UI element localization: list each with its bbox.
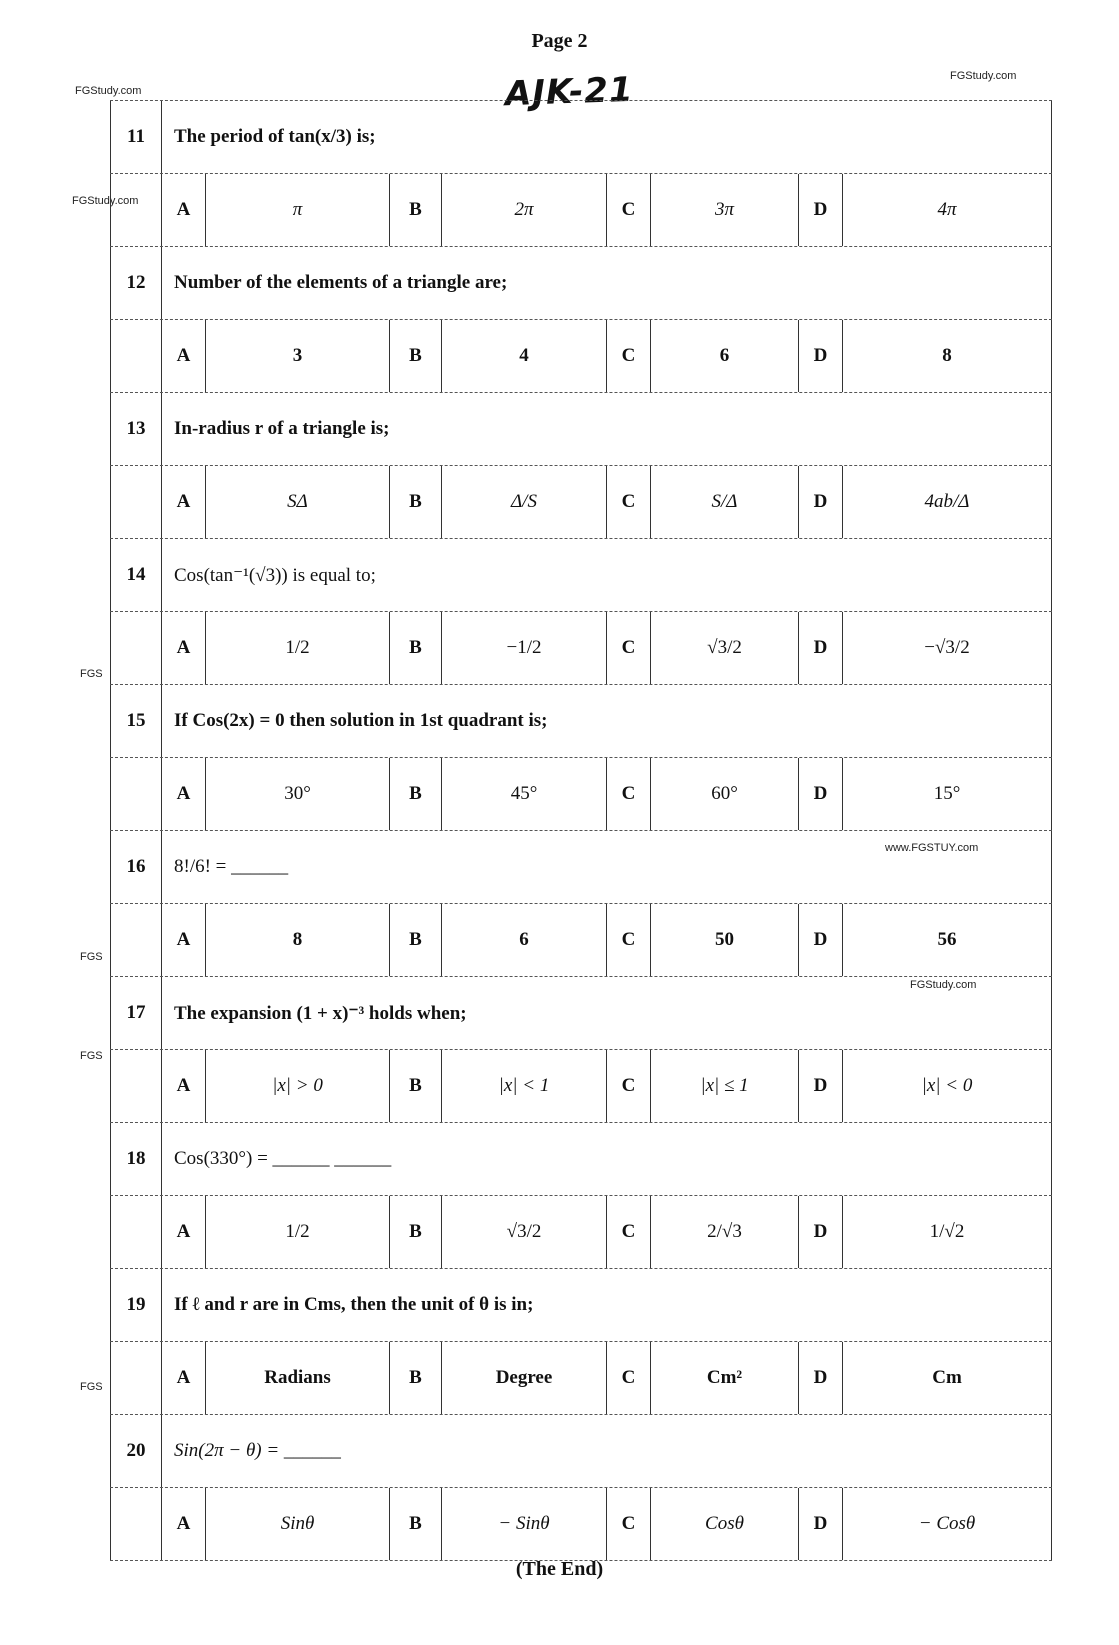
option-c: 2/√3: [651, 1196, 799, 1268]
question-text: The period of tan(x/3) is;: [162, 101, 1052, 173]
question-text: Cos(330°) = ______ ______: [162, 1123, 1052, 1195]
option-letter: C: [607, 1488, 651, 1560]
watermark: www.FGSTUY.com: [885, 842, 979, 854]
option-letter: B: [390, 1488, 442, 1560]
option-d: − Cosθ: [843, 1488, 1052, 1560]
option-letter: D: [799, 320, 843, 392]
options-row: [110, 904, 1052, 977]
option-b: −1/2: [442, 612, 607, 684]
option-b: √3/2: [442, 1196, 607, 1268]
option-b: 4: [442, 320, 607, 392]
option-letter: C: [607, 466, 651, 538]
question-row: [110, 831, 1052, 904]
question-number: 16: [110, 831, 162, 903]
options-row: [110, 1050, 1052, 1123]
option-letter: C: [607, 320, 651, 392]
option-letter: B: [390, 466, 442, 538]
question-row: [110, 977, 1052, 1050]
option-letter: C: [607, 1050, 651, 1122]
option-letter: D: [799, 758, 843, 830]
option-letter: D: [799, 466, 843, 538]
option-b: |x| < 1: [442, 1050, 607, 1122]
option-letter: D: [799, 174, 843, 246]
option-b: 6: [442, 904, 607, 976]
option-letter: D: [799, 1488, 843, 1560]
option-d: |x| < 0: [843, 1050, 1052, 1122]
option-letter: A: [162, 758, 206, 830]
question-row: [110, 247, 1052, 320]
option-c: 50: [651, 904, 799, 976]
option-letter: A: [162, 466, 206, 538]
option-letter: A: [162, 1342, 206, 1414]
option-letter: B: [390, 1342, 442, 1414]
option-d: 8: [843, 320, 1052, 392]
option-c: Cosθ: [651, 1488, 799, 1560]
option-a: 3: [206, 320, 390, 392]
question-row: [110, 101, 1052, 174]
option-a: π: [206, 174, 390, 246]
option-a: Sinθ: [206, 1488, 390, 1560]
option-b: − Sinθ: [442, 1488, 607, 1560]
option-d: 4ab/Δ: [843, 466, 1052, 538]
option-d: 1/√2: [843, 1196, 1052, 1268]
options-row: [110, 1488, 1052, 1561]
question-row: [110, 1269, 1052, 1342]
option-letter: B: [390, 1196, 442, 1268]
question-text: In-radius r of a triangle is;: [162, 393, 1052, 465]
option-letter: D: [799, 1050, 843, 1122]
question-number: 17: [110, 977, 162, 1049]
option-letter: A: [162, 1050, 206, 1122]
question-number: 15: [110, 685, 162, 757]
option-letter: B: [390, 904, 442, 976]
option-letter: C: [607, 904, 651, 976]
handwritten-paper-code: AJK-21: [504, 69, 635, 115]
question-number: 20: [110, 1415, 162, 1487]
option-d: 4π: [843, 174, 1052, 246]
option-letter: C: [607, 1342, 651, 1414]
option-c: Cm²: [651, 1342, 799, 1414]
option-d: Cm: [843, 1342, 1052, 1414]
option-letter: C: [607, 758, 651, 830]
end-label: (The End): [515, 1558, 604, 1580]
option-letter: B: [390, 174, 442, 246]
options-row: [110, 758, 1052, 831]
options-row: [110, 320, 1052, 393]
option-letter: A: [162, 1488, 206, 1560]
question-text: Cos(tan⁻¹(√3)) is equal to;: [162, 539, 1052, 611]
watermark: FGS: [80, 1050, 103, 1062]
option-b: Degree: [442, 1342, 607, 1414]
option-c: 3π: [651, 174, 799, 246]
option-c: S/Δ: [651, 466, 799, 538]
option-letter: C: [607, 612, 651, 684]
watermark: FGS: [80, 951, 103, 963]
option-letter: D: [799, 1196, 843, 1268]
question-number: 14: [110, 539, 162, 611]
options-row: [110, 1196, 1052, 1269]
question-text: If Cos(2x) = 0 then solution in 1st quadrant is;: [162, 685, 1052, 757]
option-letter: A: [162, 320, 206, 392]
option-letter: B: [390, 1050, 442, 1122]
options-row: [110, 466, 1052, 539]
question-text: Sin(2π − θ) = ______: [162, 1415, 1052, 1487]
page-title: Page 2: [531, 30, 588, 52]
question-row: [110, 1123, 1052, 1196]
option-a: 1/2: [206, 612, 390, 684]
option-letter: C: [607, 174, 651, 246]
option-letter: B: [390, 320, 442, 392]
question-text: Number of the elements of a triangle are;: [162, 247, 1052, 319]
question-number: 19: [110, 1269, 162, 1341]
watermark: FGStudy.com: [910, 979, 977, 991]
option-a: 1/2: [206, 1196, 390, 1268]
question-text: The expansion (1 + x)⁻³ holds when;: [162, 977, 1052, 1049]
watermark: FGStudy.com: [72, 195, 139, 207]
option-d: −√3/2: [843, 612, 1052, 684]
option-letter: B: [390, 758, 442, 830]
question-number: 18: [110, 1123, 162, 1195]
watermark: FGS: [80, 1381, 103, 1393]
question-number: 12: [110, 247, 162, 319]
option-b: 2π: [442, 174, 607, 246]
option-b: 45°: [442, 758, 607, 830]
question-text: 8!/6! = ______: [162, 831, 1052, 903]
option-letter: D: [799, 904, 843, 976]
option-letter: C: [607, 1196, 651, 1268]
option-d: 15°: [843, 758, 1052, 830]
watermark: FGS: [80, 668, 103, 680]
option-c: 60°: [651, 758, 799, 830]
option-b: Δ/S: [442, 466, 607, 538]
option-c: √3/2: [651, 612, 799, 684]
option-a: 8: [206, 904, 390, 976]
option-a: SΔ: [206, 466, 390, 538]
watermark: FGStudy.com: [75, 85, 142, 97]
options-row: [110, 174, 1052, 247]
option-a: Radians: [206, 1342, 390, 1414]
question-row: [110, 1415, 1052, 1488]
option-letter: A: [162, 612, 206, 684]
option-c: 6: [651, 320, 799, 392]
question-row: [110, 685, 1052, 758]
option-letter: A: [162, 1196, 206, 1268]
watermark: FGStudy.com: [950, 70, 1017, 82]
option-letter: A: [162, 904, 206, 976]
option-letter: D: [799, 612, 843, 684]
option-letter: D: [799, 1342, 843, 1414]
option-letter: B: [390, 612, 442, 684]
options-row: [110, 1342, 1052, 1415]
question-row: [110, 539, 1052, 612]
option-letter: A: [162, 174, 206, 246]
question-text: If ℓ and r are in Cms, then the unit of θ is in;: [162, 1269, 1052, 1341]
question-row: [110, 393, 1052, 466]
option-a: 30°: [206, 758, 390, 830]
option-d: 56: [843, 904, 1052, 976]
mcq-table: [110, 100, 1052, 1551]
options-row: [110, 612, 1052, 685]
option-c: |x| ≤ 1: [651, 1050, 799, 1122]
question-number: 13: [110, 393, 162, 465]
option-a: |x| > 0: [206, 1050, 390, 1122]
question-number: 11: [110, 101, 162, 173]
